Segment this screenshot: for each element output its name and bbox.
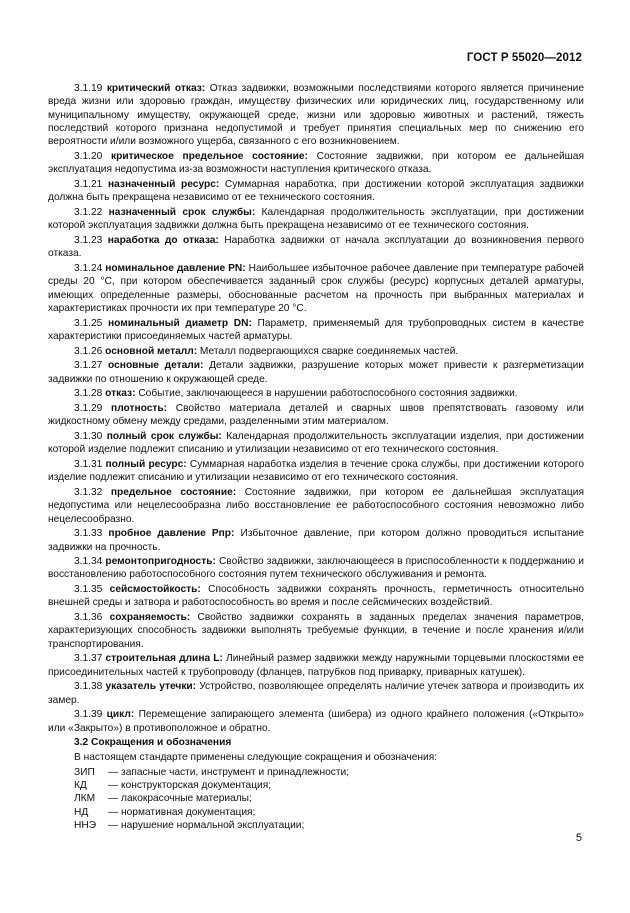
definition-term: цикл: xyxy=(106,709,135,721)
abbreviation-code: КД xyxy=(74,780,87,792)
abbreviation-code: ННЭ xyxy=(74,820,97,832)
definition-paragraph xyxy=(48,234,584,261)
definition-term: основной металл: xyxy=(105,345,198,357)
clause-number: 3.1.20 xyxy=(74,151,103,163)
definition-paragraph xyxy=(48,262,584,315)
definition-term: ремонтопригодность: xyxy=(105,556,216,568)
clause-number: 3.1.35 xyxy=(74,584,103,596)
definition-term: критический отказ: xyxy=(106,83,206,94)
definitions-list xyxy=(48,82,584,735)
definition-paragraph xyxy=(48,708,584,735)
definition-paragraph xyxy=(48,680,584,707)
definition-paragraph xyxy=(48,652,584,679)
definition-text: Свойство задвижки сохранять в заданных пределах значения параметров, характеризующих способность задвижки выполнять требуемые функции, в течение и после хранения и/или транспортирования. xyxy=(48,612,584,650)
clause-number: 3.1.24 xyxy=(74,262,103,274)
definition-text: Состояние задвижки, при котором ее дальнейшая эксплуатация недопустима из-за возможности наступления критического отказа. xyxy=(48,151,584,176)
definition-term: номинальное давление PN: xyxy=(105,262,246,274)
definition-paragraph xyxy=(48,527,584,554)
definition-paragraph xyxy=(48,150,584,177)
definition-text: Событие, заключающееся в нарушении работоспособного состояния задвижки. xyxy=(135,388,518,400)
definition-text: Параметр, применяемый для трубопроводных систем в качестве характеристики присоединяемых частей арматуры. xyxy=(48,317,584,342)
clause-number: 3.1.23 xyxy=(74,234,103,246)
definition-text: Свойство задвижки, заключающееся в приспособленности к поддержанию и восстановлению работоспособного состояния путем технического обслуживания и ремонта. xyxy=(48,556,584,581)
clause-number: 3.1.36 xyxy=(74,612,103,624)
definition-term: предельное состояние: xyxy=(110,486,237,498)
definition-paragraph xyxy=(48,178,584,205)
definition-paragraph xyxy=(48,458,584,485)
definition-text: Состояние задвижки, при котором ее дальнейшая эксплуатация недопустима или нецелесообразна либо восстановление ее работоспособного состояния невозможно либо нецелесообразно. xyxy=(48,486,584,525)
clause-number: 3.1.27 xyxy=(74,360,103,372)
definition-paragraph xyxy=(48,82,584,149)
definition-text: Суммарная наработка, при достижении которой эксплуатация задвижки должна быть прекращена независимо от ее технического состояния. xyxy=(48,179,584,204)
clause-number: 3.1.29 xyxy=(74,402,103,414)
clause-number: 3.1.32 xyxy=(74,486,103,498)
abbreviation-meaning: — конструкторская документация; xyxy=(108,780,272,792)
definition-term: полный срок службы: xyxy=(106,430,222,442)
definition-term: пробное давление Рпр: xyxy=(108,528,235,540)
definition-text: Суммарная наработка изделия в течение срока службы, при достижении которого изделие подлежит списанию и утилизации независимо от его технического состояния. xyxy=(48,458,584,484)
document-id-header: ГОСТ Р 55020—2012 xyxy=(466,52,582,64)
abbreviation-item xyxy=(48,792,584,805)
abbreviation-meaning: — нормативная документация; xyxy=(108,806,256,818)
definition-text: Календарная продолжительность эксплуатации изделия, при достижении которой изделие подлежит списанию и утилизации независимо от его технического состояния. xyxy=(48,430,584,456)
abbreviation-code: ЗИП xyxy=(74,766,95,778)
abbreviation-meaning: — нарушение нормальной эксплуатации; xyxy=(108,820,305,832)
definition-paragraph xyxy=(48,611,584,651)
definition-term: плотность: xyxy=(111,402,168,414)
definition-paragraph xyxy=(48,583,584,610)
definition-term: строительная длина L: xyxy=(105,653,223,665)
abbreviation-item xyxy=(48,819,584,832)
definition-paragraph xyxy=(48,555,584,582)
abbreviation-code: НД xyxy=(74,806,89,818)
definition-term: отказ: xyxy=(105,388,136,400)
definition-text: Способность задвижки сохранять прочность, герметичность относительно внешней среды и затвора и работоспособность во время и после сейсмических воздействий. xyxy=(48,584,584,609)
abbreviation-code: ЛКМ xyxy=(74,793,96,805)
clause-number: 3.1.39 xyxy=(74,709,103,721)
definition-term: наработка до отказа: xyxy=(107,234,219,246)
definition-text: Перемещение запирающего элемента (шибера) из одного крайнего положения («Открыто» или «Закрыто») в противоположное и обратно. xyxy=(48,709,584,734)
clause-number: 3.1.25 xyxy=(74,317,103,329)
definition-term: сохраняемость: xyxy=(109,612,191,624)
clause-number: 3.1.21 xyxy=(74,179,103,190)
definition-paragraph xyxy=(48,387,584,400)
abbreviation-item xyxy=(48,766,584,779)
definition-paragraph xyxy=(48,206,584,233)
abbreviation-item xyxy=(48,806,584,819)
definition-text: Металл подвергающихся сварке соединяемых частей. xyxy=(197,345,459,357)
clause-number: 3.1.37 xyxy=(74,653,103,665)
definition-text: Устройство, позволяющее определять наличие утечек затвора и производить их замер. xyxy=(48,681,584,706)
clause-number: 3.1.19 xyxy=(74,83,103,94)
clause-number: 3.1.38 xyxy=(74,681,103,693)
definition-text: Отказ задвижки, возможными последствиями которого является причинение вреда жизни или здоровью граждан, имуществу физических или юридических лиц, государственному или муниципальному имуществу, окружающей среде, жизни или здоровью животных и растений, тяжесть последствий которого признана недопустимой и требует принятия специальных мер по снижению его вероятности и/или возможного ущерба, связанного с его возникновением. xyxy=(48,83,584,148)
definition-term: основные детали: xyxy=(108,360,204,372)
definition-text: Линейный размер задвижки между наружными торцевыми плоскостями ее присоединительных частей к трубопроводу (фланцев, патрубков под приварку, приварных катушек). xyxy=(48,653,584,678)
clause-number: 3.1.33 xyxy=(74,528,103,540)
definition-text: Детали задвижки, разрушение которых может привести к разгерметизации задвижки по отношению к окружающей среде. xyxy=(48,360,584,385)
clause-number: 3.1.22 xyxy=(74,206,103,218)
definition-paragraph xyxy=(48,317,584,344)
definition-term: сейсмостойкость: xyxy=(109,584,201,596)
definition-text: Свойство материала деталей и сварных швов препятствовать газовому или жидкостному обмену между средами, разделенными этим материалом. xyxy=(48,402,584,428)
definition-paragraph xyxy=(48,430,584,457)
definition-paragraph xyxy=(48,345,584,358)
section-intro: В настоящем стандарте применены следующие сокращения и обозначения: xyxy=(74,752,438,764)
abbreviation-item xyxy=(48,779,584,792)
clause-number: 3.1.31 xyxy=(74,458,103,470)
page-number: 5 xyxy=(575,832,582,844)
section-heading: 3.2 Сокращения и обозначения xyxy=(74,737,232,749)
definition-term: критическое предельное состояние: xyxy=(111,151,308,163)
definition-paragraph xyxy=(48,402,584,429)
definition-text: Наработка задвижки от начала эксплуатации до возникновения первого отказа. xyxy=(48,234,584,260)
clause-number: 3.1.26 xyxy=(74,345,103,357)
definition-text: Календарная продолжительность эксплуатации, при достижении которой эксплуатация задвижки должна быть прекращена независимо от ее технического состояния. xyxy=(48,206,584,232)
definition-term: номинальный диаметр DN: xyxy=(108,317,252,329)
definition-term: назначенный срок службы: xyxy=(108,206,256,218)
clause-number: 3.1.34 xyxy=(74,556,103,568)
definition-text: Избыточное давление, при котором должно проводиться испытание задвижки на прочность. xyxy=(48,528,585,553)
abbreviations-list xyxy=(48,766,584,833)
abbreviation-meaning: — запасные части, инструмент и принадлежности; xyxy=(108,766,350,778)
definition-paragraph xyxy=(48,486,584,526)
definition-term: полный ресурс: xyxy=(105,458,187,470)
document-body xyxy=(48,82,584,832)
definition-term: указатель утечки: xyxy=(105,681,197,693)
clause-number: 3.1.28 xyxy=(74,388,103,400)
definition-paragraph xyxy=(48,359,584,386)
abbreviation-meaning: — лакокрасочные материалы; xyxy=(108,793,252,805)
definition-text: Наибольшее избыточное рабочее давление при температуре рабочей среды 20 °С, при котором обеспечивается заданный срок службы (ресурс) корпусных деталей арматуры, имеющих определенные размеры, обоснованные расчетом на прочность при выбранных материалах и характеристиках прочности их при температуре 20 °С. xyxy=(48,262,584,314)
clause-number: 3.1.30 xyxy=(74,430,103,442)
definition-term: назначенный ресурс: xyxy=(107,179,220,190)
